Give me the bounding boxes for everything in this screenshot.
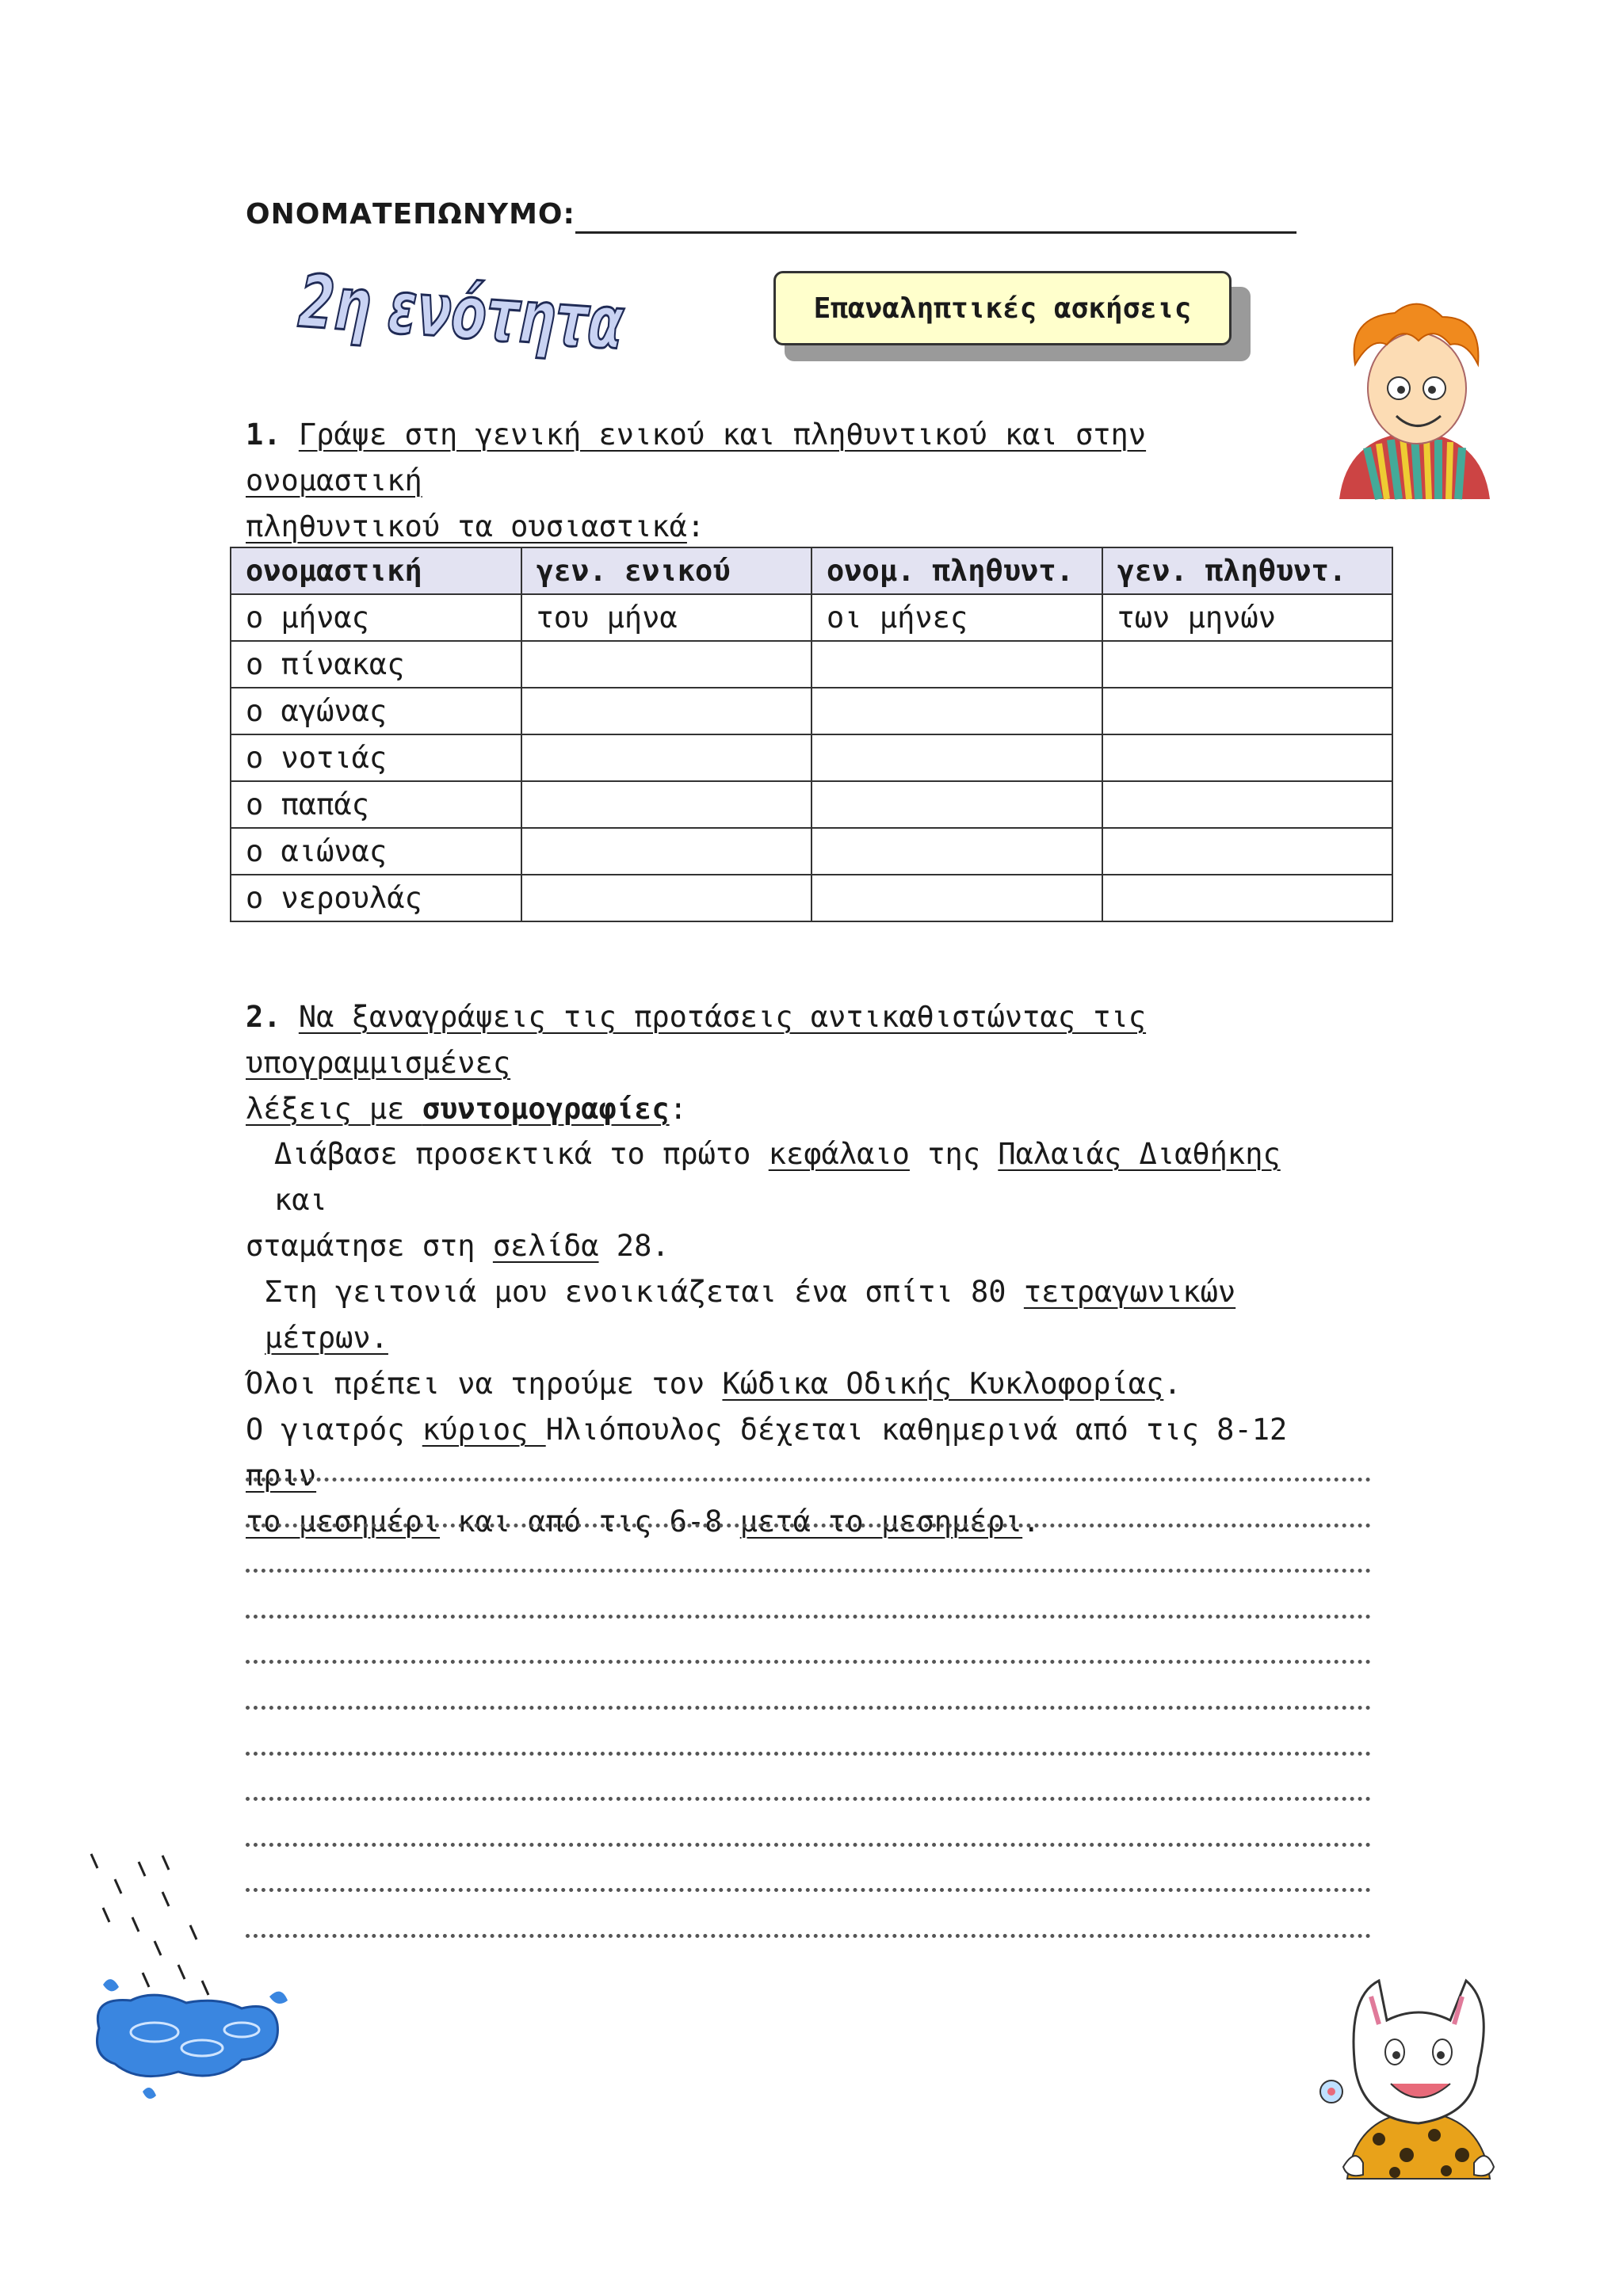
answer-line[interactable] [246, 1801, 1371, 1847]
answer-cell[interactable] [521, 828, 812, 875]
header-cell: γεν. ενικού [521, 547, 812, 594]
table-row [231, 641, 1392, 688]
answer-line[interactable] [246, 1892, 1371, 1938]
answer-cell[interactable] [812, 734, 1102, 781]
table-row [231, 594, 1392, 641]
answer-cell: των μηνών [1102, 594, 1393, 641]
answer-cell[interactable] [1102, 688, 1393, 734]
passage-line: Διάβασε προσεκτικά το πρώτο κεφάλαιο της Παλαιάς Διαθήκης και [274, 1137, 1281, 1217]
noun-cell: ο νοτιάς [231, 734, 521, 781]
header-cell: ονομ. πληθυντ. [812, 547, 1102, 594]
answer-cell[interactable] [1102, 875, 1393, 921]
answer-cell[interactable] [521, 875, 812, 921]
table-row [231, 734, 1392, 781]
exercise-2-line2: λέξεις με [246, 1092, 422, 1126]
cat-illustration-icon [1300, 1965, 1522, 2179]
header-cell: ονομαστική [231, 547, 521, 594]
noun-cell: ο αιώνας [231, 828, 521, 875]
answer-cell[interactable] [1102, 828, 1393, 875]
noun-cell: ο νερουλάς [231, 875, 521, 921]
table-row [231, 688, 1392, 734]
answer-cell[interactable] [521, 781, 812, 828]
section-badge: Επαναληπτικές ασκήσεις [773, 271, 1232, 345]
exercise-2-line1: Να ξαναγράψεις τις προτάσεις αντικαθιστώντας τις υπογραμμισμένες [246, 1000, 1147, 1080]
answer-cell[interactable] [812, 875, 1102, 921]
table-row [231, 875, 1392, 921]
answer-line[interactable] [246, 1846, 1371, 1892]
answer-line[interactable] [246, 1436, 1371, 1482]
table-header-row [231, 547, 1392, 594]
answer-line[interactable] [246, 1755, 1371, 1801]
answer-cell[interactable] [1102, 641, 1393, 688]
exercise-2-keyword: συντομογραφίες [422, 1092, 670, 1126]
answer-cell[interactable] [812, 641, 1102, 688]
rain-puddle-illustration-icon [83, 1846, 353, 2131]
answer-line[interactable] [246, 1573, 1371, 1619]
noun-cell: ο αγώνας [231, 688, 521, 734]
answer-cell[interactable] [521, 734, 812, 781]
answer-line[interactable] [246, 1527, 1371, 1573]
exercise-1-prompt: 1. Γράψε στη γενική ενικού και πληθυντικού και στην ονομαστική πληθυντικού τα ουσιαστικά: [246, 418, 1147, 543]
passage-line: Στη γειτονιά μου ενοικιάζεται ένα σπίτι 80 τετραγωνικών μέτρων. [265, 1275, 1236, 1355]
noun-cell: ο πίνακας [231, 641, 521, 688]
answer-line[interactable] [246, 1710, 1371, 1756]
name-write-line [575, 231, 1296, 234]
answer-line[interactable] [246, 1482, 1371, 1527]
passage-line: σταμάτησε στη σελίδα 28. [246, 1229, 670, 1263]
exercise-1-line1: Γράψε στη γενική ενικού και πληθυντικού και στην ονομαστική [246, 418, 1147, 498]
answer-cell: οι μήνες [812, 594, 1102, 641]
noun-table [230, 547, 1393, 922]
answer-cell[interactable] [521, 688, 812, 734]
noun-cell: ο παπάς [231, 781, 521, 828]
answer-cell[interactable] [812, 688, 1102, 734]
exercise-1-number: 1. [246, 418, 281, 452]
exercise-1-line2: πληθυντικού τα ουσιαστικά [246, 509, 687, 543]
passage-line: Όλοι πρέπει να τηρούμε τον Κώδικα Οδικής Κυκλοφορίας. [246, 1367, 1182, 1401]
exercise-2-number: 2. [246, 1000, 281, 1034]
answer-line[interactable] [246, 1664, 1371, 1710]
exercise-2-prompt: 2. Να ξαναγράψεις τις προτάσεις αντικαθιστώντας τις υπογραμμισμένες λέξεις με συντομογραφίες: [246, 1000, 1147, 1126]
header-cell: γεν. πληθυντ. [1102, 547, 1393, 594]
answer-cell[interactable] [812, 828, 1102, 875]
passage-line: Ο γιατρός κύριος Ηλιόπουλος δέχεται καθημερινά από τις 8-12 πριν [246, 1413, 1288, 1493]
noun-cell: ο μήνας [231, 594, 521, 641]
answer-cell: του μήνα [521, 594, 812, 641]
passage-line: το μεσημέρι και από τις 6-8 μετά το μεσημέρι. [246, 1505, 1041, 1539]
unit-title-text: 2η ενότητα [296, 258, 765, 376]
table-row [231, 828, 1392, 875]
answer-cell[interactable] [521, 641, 812, 688]
answer-line[interactable] [246, 1618, 1371, 1664]
answer-cell[interactable] [1102, 734, 1393, 781]
name-label: ΟΝΟΜΑΤΕΠΩΝΥΜΟ: [246, 198, 575, 231]
table-row [231, 781, 1392, 828]
unit-title [293, 258, 765, 380]
answer-cell[interactable] [812, 781, 1102, 828]
boy-illustration-icon [1323, 301, 1506, 507]
answer-cell[interactable] [1102, 781, 1393, 828]
